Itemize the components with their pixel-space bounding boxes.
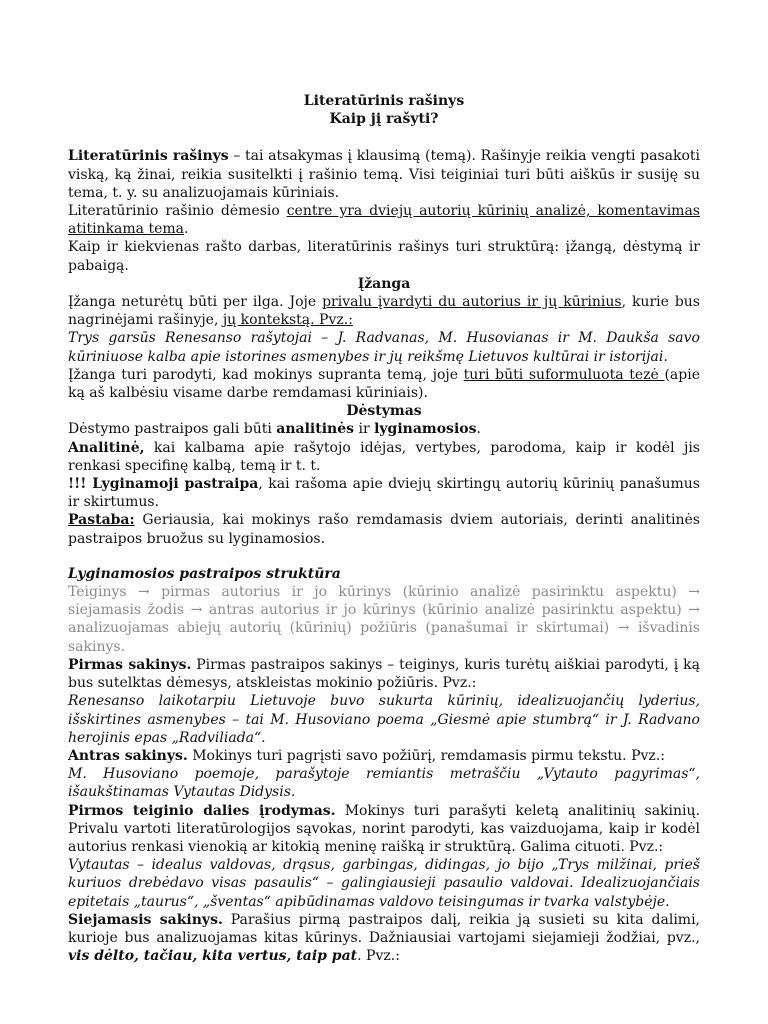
text: Parašius pirmą pastraipos dalį, reikia ją susieti su kita dalimi, kurioje bus analizuojamas kitas kūrinys. Dažniausiai vartojami siejamieji žodžiai, pvz.,: [68, 911, 700, 946]
section-heading-izanga: Įžanga: [357, 275, 411, 292]
text: Kaip ir kiekvienas rašto darbas, literatūrinis rašinys turi struktūrą: įžangą, dėstymą ir pabaigą.: [68, 239, 700, 274]
spacer: [68, 548, 700, 565]
section-heading-struktura: Lyginamosios pastraipos struktūra: [68, 565, 341, 582]
text: Mokinys turi pagrįsti savo požiūrį, remdamasis pirmu tekstu. Pvz.:: [187, 747, 665, 764]
bold-text: !!! Lyginamoji pastraipa: [68, 476, 259, 493]
pirmas-sakinys-example: Renesanso laikotarpiu Lietuvoje buvo sukurta kūrinių, idealizuojančių lyderius, išskirtines asmenybes – tai M. Husoviano poema „Giesmė apie stumbrą“ ir J. Radvano herojinis epas „Radviliada“.: [68, 693, 700, 746]
antras-sakinys-example: M. Husoviano poemoje, parašytoje remiantis metraščiu „Vytauto pagyrimas“, išaukštinamas Vytautas Didysis.: [68, 766, 700, 801]
underlined-text: privalu įvardyti du autorius ir jų kūrinius: [322, 294, 622, 311]
text: ir: [354, 421, 375, 438]
bold-text: Analitinė,: [68, 439, 145, 456]
text: .: [184, 221, 189, 238]
text: Pirmas pastraipos sakinys – teiginys, kuris turėtų aiškiai parodyti, į ką bus sutelktas dėmesys, atskleistas mokinio požiūris. Pvz.:: [68, 656, 700, 692]
text: kai kalbama apie rašytojo idėjas, vertybes, parodoma, kaip ir kodėl jis renkasi specifinę kalbą, temą ir t. t.: [68, 439, 700, 474]
document-subtitle: Kaip jį rašyti?: [329, 111, 439, 128]
intro-paragraph-2: [68, 202, 700, 238]
intro-paragraph-3: [68, 238, 700, 274]
text: Literatūrinio rašinio dėmesio: [68, 203, 287, 220]
bold-text: Pirmas sakinys.: [68, 656, 192, 673]
text: Geriausia, kai mokinys rašo remdamasis dviem autoriais, derinti analitinės pastraipos bruožus su lyginamosios.: [68, 512, 700, 547]
term-bold: Literatūrinis rašinys: [68, 148, 229, 165]
text: Dėstymo pastraipos gali būti: [68, 421, 277, 438]
note-label: Pastaba:: [68, 512, 135, 529]
antras-sakinys-paragraph: [68, 747, 700, 765]
structure-scheme: Teiginys → pirmas autorius ir jo kūrinys (kūrinio analizė pasirinktu aspektu) → siejamasis žodis → antras autorius ir jo kūrinys (kūrinio analizė pasirinktu aspektu) → analizuojamas abiejų autorių (kūrinių) požiūris (panašumai ir skirtumai) → išvadinis sakinys.: [68, 584, 700, 655]
spacer: [68, 128, 700, 147]
text: , kai rašoma apie dviejų skirtingų autorių kūrinių panašumus ir skirtumus.: [68, 476, 700, 511]
document-title: Literatūrinis rašinys: [303, 93, 465, 109]
text: . Pvz.:: [357, 948, 400, 965]
irodymas-example: Vytautas – idealus valdovas, drąsus, garbingas, didingas, jo bijo „Trys milžinai, prieš kuriuos drebėdavo visas pasaulis“ – galingiausieji pasaulio valdovai. Idealizuojančiais epitetais „taurus“, „šventas“ apibūdinamas valdovo teisingumas ir tvarka valstybėje.: [68, 857, 700, 910]
text: Įžanga neturėtų būti per ilga. Joje: [68, 294, 323, 311]
text: .: [476, 421, 481, 438]
text: Mokinys turi parašyti keletą analitinių sakinių. Privalu vartoti literatūrologijos sąvokas, norint parodyti, kas vaizduojama, kaip ir kodėl autorius renkasi vienokią ar kitokią meninę raišką ir struktūrą. Galima cituoti. Pvz.:: [68, 802, 700, 855]
bold-text: analitinės: [276, 421, 355, 438]
bold-text: Antras sakinys.: [68, 747, 188, 764]
destymas-paragraph-3: [68, 475, 700, 511]
document-page: [68, 92, 700, 965]
underlined-text: turi būti suformuluota tezė: [463, 366, 665, 383]
destymas-paragraph-2: [68, 439, 700, 475]
section-heading-destymas: Dėstymas: [346, 403, 422, 420]
text: Įžanga turi parodyti, kad mokinys supranta temą, joje: [68, 366, 464, 383]
izanga-example: Trys garsūs Renesanso rašytojai – J. Radvanas, M. Husovianas ir M. Daukša savo kūriniuose kalba apie istorines asmenybes ir jų reikšmę Lietuvos kultūrai ir istorijai.: [68, 330, 700, 365]
text: , kurie bus nagrinėjami rašinyje,: [68, 294, 700, 329]
destymas-paragraph-4: [68, 511, 700, 547]
bold-text: lyginamosios: [374, 421, 477, 438]
underlined-text: centre yra dviejų autorių kūrinių analizė, komentavimas atitinkama tema: [68, 203, 700, 238]
intro-paragraph-1: [68, 147, 700, 202]
destymas-paragraph-1: [68, 420, 700, 438]
underlined-text: jų kontekstą. Pvz.:: [222, 312, 353, 329]
bold-text: Pirmos teiginio dalies įrodymas.: [68, 802, 336, 819]
bold-text: Siejamasis sakinys.: [68, 911, 223, 928]
text: (apie ką aš kalbėsiu visame darbe remdamasi kūriniais).: [68, 366, 700, 402]
text: – tai atsakymas į klausimą (temą). Rašinyje reikia vengti pasakoti viską, ką žinai, reikia susitelkti į rašinio temą. Visi teiginiai turi būti aiškūs ir susiję su tema, t. y. su analizuojamais kūriniais.: [68, 148, 700, 201]
bold-italic-text: vis dėlto, tačiau, kita vertus, taip pat: [68, 948, 358, 965]
siejamasis-sakinys-paragraph: [68, 911, 700, 966]
irodymas-paragraph: [68, 802, 700, 857]
izanga-paragraph-1: [68, 293, 700, 329]
pirmas-sakinys-paragraph: [68, 656, 700, 692]
izanga-paragraph-2: [68, 366, 700, 402]
